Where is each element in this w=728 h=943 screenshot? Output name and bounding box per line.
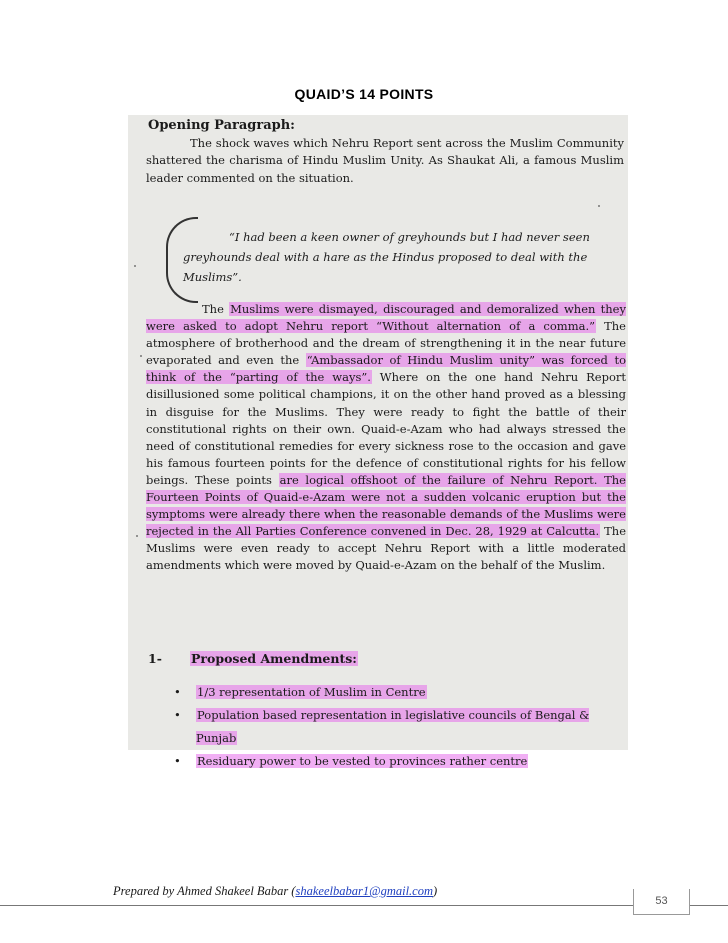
- bullet-icon: •: [174, 685, 181, 699]
- main-paragraph: [146, 301, 626, 575]
- highlighted-text: Muslims were dismayed, discouraged and demoralized when they were asked to adopt Nehru report “Without alternation of a comma.”: [146, 302, 626, 334]
- bullet-icon: •: [174, 708, 181, 722]
- scanned-page-image: [128, 115, 628, 768]
- page-title: QUAID’S 14 POINTS: [294, 86, 434, 102]
- amendment-text: Residuary power to be vested to provinces rather centre: [197, 754, 528, 768]
- scan-speck: [598, 205, 600, 207]
- highlighted-text: are logical offshoot of the failure of Nehru Report. The Fourteen Points of Quaid-e-Azam were not a sudden volcanic eruption but the symptoms were already there when the reasonable demands of the Muslims were rejected in the All Parties Conference convened in Dec. 28, 1929 at Calcutta.: [146, 472, 626, 539]
- amendments-number: 1-: [148, 651, 162, 666]
- shaukat-ali-quote: “I had been a keen owner of greyhounds but I had never seen greyhounds deal with a hare as the Hindus proposed to deal with the Muslims”.: [183, 230, 590, 284]
- list-item: [174, 681, 628, 704]
- list-item: [174, 750, 628, 773]
- scan-speck: [134, 265, 136, 267]
- amendment-text: Population based representation in legislative councils of Bengal & Punjab: [196, 708, 590, 745]
- footer-prepared-by: [113, 884, 437, 899]
- main-paragraph-text: The: [202, 302, 230, 316]
- highlighted-text: “Ambassador of Hindu Muslim unity” was forced to think of the “parting of the ways”.: [146, 353, 626, 385]
- footer-author: Prepared by Ahmed Shakeel Babar (: [113, 884, 296, 898]
- footer-divider: [0, 905, 728, 906]
- main-paragraph-text: The Muslims were even ready to accept Nehru Report with a little moderated amendments which were moved by Quaid-e-Azam on the behalf of the Muslim.: [146, 524, 626, 573]
- main-paragraph-text: The atmosphere of brotherhood and the dream of strengthening it in the near future evaporated and even the: [146, 319, 626, 368]
- page-number: 53: [655, 895, 668, 907]
- bullet-icon: •: [174, 754, 181, 768]
- footer-email-link[interactable]: shakeelbabar1@gmail.com: [295, 884, 434, 898]
- main-paragraph-text: Where on the one hand Nehru Report disillusioned some political champions, it on the other hand proved as a blessing in disguise for the Muslims. They were ready to fight the battle of their constitutional rights on their own. Quaid-e-Azam who had always stressed the need of constitutional remedies for every sickness rose to the occasion and gave his famous fourteen points for the defence of constitutional rights for his fellow beings. These points: [146, 370, 626, 487]
- amendments-list: [174, 681, 628, 773]
- amendments-heading: [148, 651, 358, 666]
- amendment-text: 1/3 representation of Muslim in Centre: [197, 685, 426, 699]
- page-number-box: [633, 889, 690, 915]
- scan-speck: [136, 535, 138, 537]
- footer-paren: ): [433, 884, 438, 898]
- scan-speck: [140, 355, 142, 357]
- opening-paragraph-heading: Opening Paragraph:: [148, 118, 295, 133]
- amendments-title: Proposed Amendments:: [191, 651, 357, 666]
- list-item: [174, 704, 628, 750]
- opening-paragraph: The shock waves which Nehru Report sent across the Muslim Community shattered the charisma of Hindu Muslim Unity. As Shaukat Ali, a famous Muslim leader commented on the situation.: [146, 136, 624, 185]
